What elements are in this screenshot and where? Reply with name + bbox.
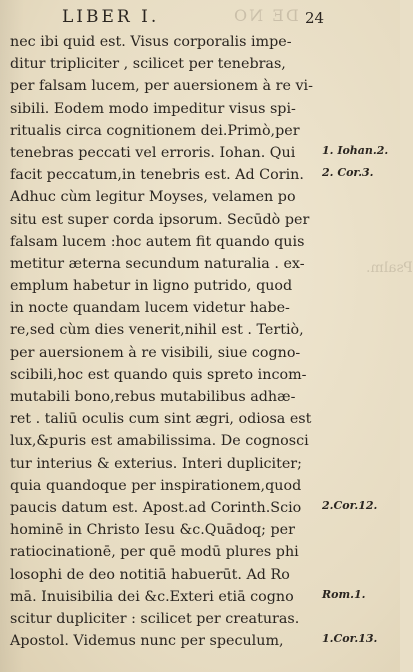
text-line: tur interius & exterius. Interi dupliciter;: [10, 455, 302, 472]
text-line: per auersionem à re visibili, siue cogno-: [10, 344, 301, 361]
text-line: falsam lucem :hoc autem fit quando quis: [10, 233, 305, 250]
text-line: tenebras peccati vel erroris. Iohan. Qui: [10, 144, 296, 161]
text-line: ditur tripliciter , scilicet per tenebras,: [10, 56, 286, 73]
bleed-through-margin: Psalm.: [366, 260, 413, 276]
text-line: in nocte quandam lucem videtur habe-: [10, 300, 290, 317]
text-line: emplum habetur in ligno putrido, quod: [10, 278, 293, 295]
text-line: metitur æterna secundum naturalia . ex-: [10, 255, 305, 272]
margin-note: 2. Cor.3.: [322, 166, 374, 180]
page-header: [0, 7, 400, 29]
text-line: mā. Inuisibilia dei &c.Exteri etiā cogno: [10, 588, 294, 605]
text-line: situ est super corda ipsorum. Secūdò per: [10, 211, 310, 228]
text-line: Adhuc cùm legitur Moyses, velamen po: [10, 189, 296, 206]
margin-note: 1. Iohan.2.: [322, 144, 389, 157]
text-line: facit peccatum,in tenebris est. Ad Corin.: [10, 167, 304, 184]
text-line: scibili,hoc est quando quis spreto incom-: [10, 366, 307, 383]
text-line: nec ibi quid est. Visus corporalis impe-: [10, 34, 292, 50]
page-number: 24: [305, 9, 325, 27]
text-line: Apostol. Videmus nunc per speculum,: [10, 633, 284, 650]
text-line: hominē in Christo Iesu &c.Quādoq; per: [10, 522, 295, 539]
text-line: quia quandoque per inspirationem,quod: [10, 477, 302, 494]
margin-note: 1.Cor.13.: [322, 632, 378, 646]
text-line: mutabili bono,rebus mutabilibus adhæ-: [10, 389, 296, 405]
text-line: re,sed cùm dies venerit,nihil est . Tertiò,: [10, 322, 304, 339]
margin-note: Rom.1.: [322, 588, 366, 601]
running-title: LIBER I.: [62, 7, 160, 27]
text-line: paucis datum est. Apost.ad Corinth.Scio: [10, 499, 302, 516]
text-line: scitur dupliciter : scilicet per creaturas.: [10, 610, 300, 627]
text-line: ratiocinationē, per quē modū plures phi: [10, 544, 299, 561]
text-line: losophi de deo notitiā habuerūt. Ad Ro: [10, 566, 290, 583]
text-line: lux,&puris est amabilissima. De cognosci: [10, 433, 309, 450]
margin-note: 2.Cor.12.: [322, 499, 378, 513]
bleed-through-text: DE NO: [232, 6, 299, 25]
text-line: sibili. Eodem modo impeditur visus spi-: [10, 100, 296, 117]
text-line: ret . taliū oculis cum sint ægri, odiosa est: [10, 411, 312, 428]
text-line: ritualis circa cognitionem dei.Primò,per: [10, 122, 300, 139]
text-line: per falsam lucem, per auersionem à re vi-: [10, 78, 313, 95]
body-text: [10, 31, 320, 652]
